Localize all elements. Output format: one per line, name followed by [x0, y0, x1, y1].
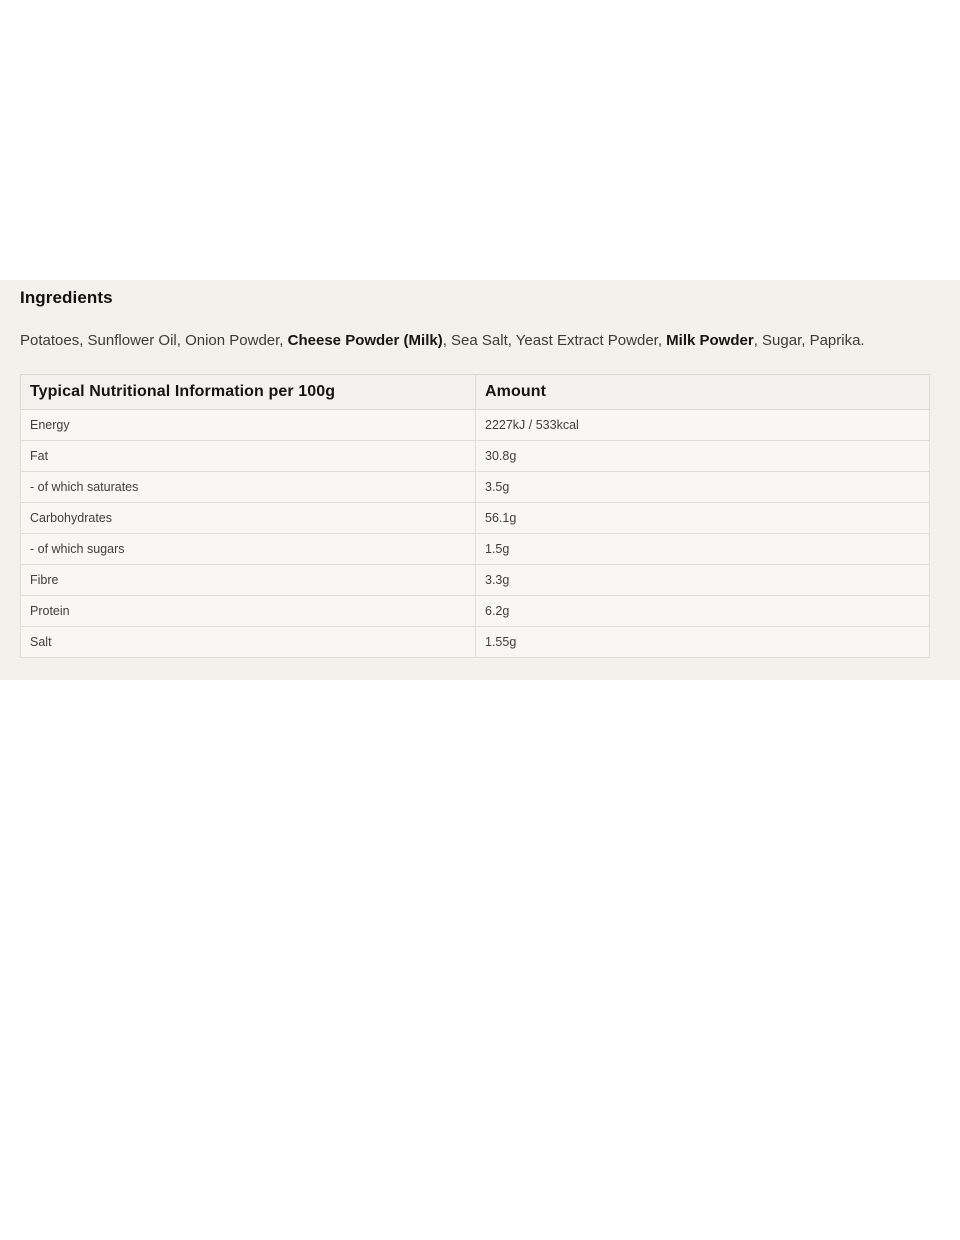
nutrient-amount: 1.5g: [476, 534, 930, 565]
nutrient-label: - of which sugars: [21, 534, 476, 565]
table-row: [21, 534, 930, 565]
nutrient-amount: 1.55g: [476, 627, 930, 658]
amount-column-header: Amount: [476, 375, 930, 410]
table-row: [21, 410, 930, 441]
ingredient-allergen: Milk Powder: [666, 332, 754, 349]
table-row: [21, 596, 930, 627]
nutrient-amount: 2227kJ / 533kcal: [476, 410, 930, 441]
table-row: [21, 441, 930, 472]
page: [0, 280, 960, 680]
nutrient-label: Carbohydrates: [21, 503, 476, 534]
nutrient-label: Protein: [21, 596, 476, 627]
table-row: [21, 472, 930, 503]
table-row: [21, 503, 930, 534]
nutrient-label: - of which saturates: [21, 472, 476, 503]
nutrient-amount: 3.5g: [476, 472, 930, 503]
nutrient-amount: 30.8g: [476, 441, 930, 472]
ingredients-heading: Ingredients: [20, 288, 113, 307]
nutrition-column-header: Typical Nutritional Information per 100g: [21, 375, 476, 410]
table-row: [21, 565, 930, 596]
nutrition-table: [20, 374, 930, 658]
nutrient-label: Fibre: [21, 565, 476, 596]
nutrient-amount: 6.2g: [476, 596, 930, 627]
nutrient-label: Salt: [21, 627, 476, 658]
product-details-panel: [0, 280, 960, 680]
nutrient-amount: 3.3g: [476, 565, 930, 596]
nutrient-label: Fat: [21, 441, 476, 472]
ingredients-text: [20, 331, 930, 351]
nutrition-table-body: [21, 410, 930, 658]
nutrient-amount: 56.1g: [476, 503, 930, 534]
table-header-row: [21, 375, 930, 410]
ingredient-segment: Potatoes, Sunflower Oil, Onion Powder,: [20, 332, 288, 349]
ingredient-segment: , Sea Salt, Yeast Extract Powder,: [442, 332, 667, 349]
ingredient-segment: , Sugar, Paprika.: [753, 332, 865, 349]
ingredient-allergen: Cheese Powder (Milk): [287, 332, 443, 349]
nutrient-label: Energy: [21, 410, 476, 441]
nutrition-table-head: [21, 375, 930, 410]
table-row: [21, 627, 930, 658]
